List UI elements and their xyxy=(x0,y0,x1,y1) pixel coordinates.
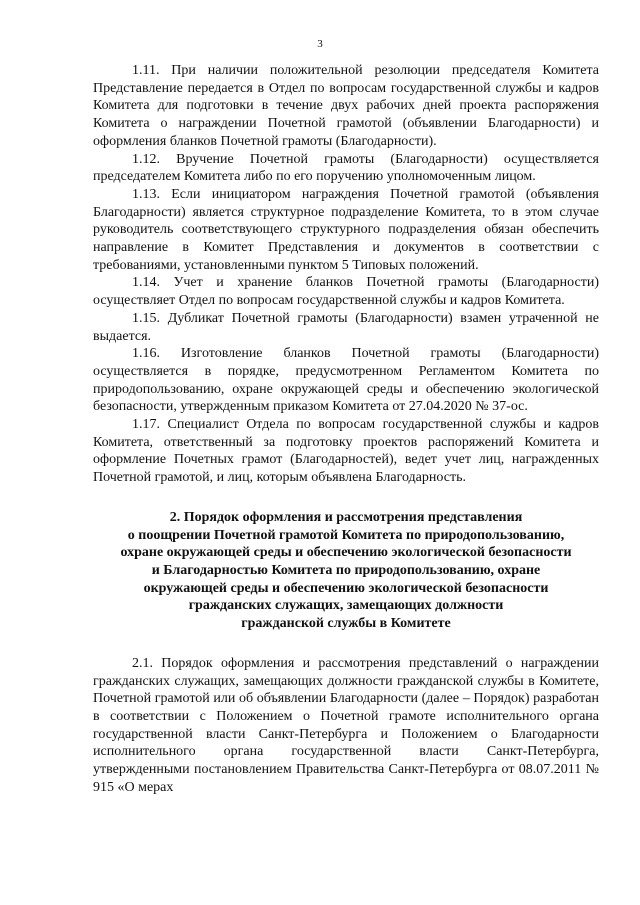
paragraph-1-13: 1.13. Если инициатором награждения Почетной грамотой (объявления Благодарности) является структурное подразделение Комитета, то в этом случае руководитель соответствующего структурного подразделения обязан обеспечить направление в Комитет Представления и документов в соответствии с требованиями, установленными пунктом 5 Типовых положений. xyxy=(93,186,599,273)
paragraph-1-12: 1.12. Вручение Почетной грамоты (Благодарности) осуществляется председателем Комитета либо по его поручению уполномоченным лицом. xyxy=(93,151,599,185)
paragraph-1-16: 1.16. Изготовление бланков Почетной грамоты (Благодарности) осуществляется в порядке, предусмотренном Регламентом Комитета по природопользованию, охране окружающей среды и обеспечению экологической безопасности, утвержденным приказом Комитета от 27.04.2020 № 37-ос. xyxy=(93,346,599,415)
paragraph-1-11: 1.11. При наличии положительной резолюции председателя Комитета Представление передается в Отдел по вопросам государственной службы и кадров Комитета для подготовки в течение двух рабочих дней проекта распоряжения Комитета о награждении Почетной грамотой (объявлении Благодарности) и оформления бланков Почетной грамоты (Благодарности). xyxy=(93,63,599,149)
heading-line: о поощрении Почетной грамотой Комитета по природопользованию, xyxy=(127,527,565,543)
heading-line: гражданских служащих, замещающих должности xyxy=(188,598,504,614)
page-number: 3 xyxy=(317,38,323,50)
heading-line: окружающей среды и обеспечению экологической безопасности xyxy=(143,580,549,596)
heading-line: 2. Порядок оформления и рассмотрения представления xyxy=(169,509,523,525)
paragraph-1-14: 1.14. Учет и хранение бланков Почетной грамоты (Благодарности) осуществляет Отдел по вопросам государственной службы и кадров Комитета. xyxy=(93,275,599,309)
heading-line: охране окружающей среды и обеспечению экологической безопасности xyxy=(120,545,572,561)
document-body xyxy=(93,62,599,796)
paragraph-2-1: 2.1. Порядок оформления и рассмотрения представлений о награждении гражданских служащих, замещающих должности гражданской службы в Комитете, Почетной грамотой или об объявлении Благодарности (далее – Порядок) разработан в соответствии с Положением о Почетной грамоте исполнительного органа государственной власти Санкт-Петербурга и Положением о Благодарности исполнительного органа государственной власти Санкт-Петербурга, утвержденными постановлением Правительства Санкт-Петербурга от 08.07.2011 № 915 «О мерах xyxy=(93,655,599,795)
paragraph-1-15: 1.15. Дубликат Почетной грамоты (Благодарности) взамен утраченной не выдается. xyxy=(93,310,599,344)
heading-line: гражданской службы в Комитете xyxy=(241,616,451,632)
heading-line: и Благодарностью Комитета по природопользованию, охране xyxy=(151,562,541,578)
section-2-heading xyxy=(93,509,599,633)
paragraph-1-17: 1.17. Специалист Отдела по вопросам государственной службы и кадров Комитета, ответственный за подготовку проектов распоряжений Комитета и оформление Почетных грамот (Благодарностей), ведет учет лиц, награжденных Почетной грамотой, и лиц, которым объявлена Благодарность. xyxy=(93,417,599,486)
